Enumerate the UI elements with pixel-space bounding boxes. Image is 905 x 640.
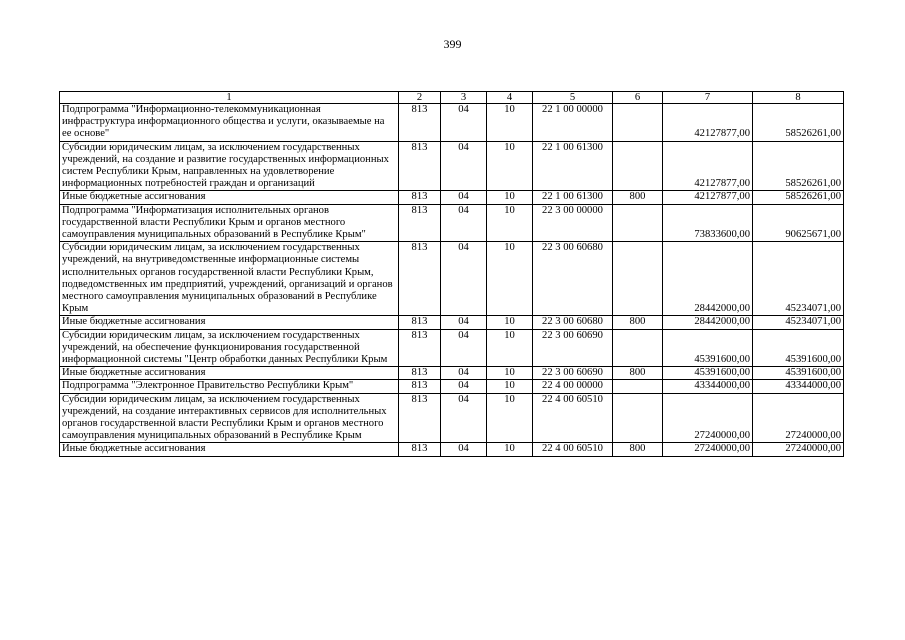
row-target-code-cell: 22 3 00 00000 [533, 204, 613, 242]
row-expense-type-cell [613, 242, 663, 316]
row-grbs-cell: 813 [399, 104, 441, 142]
table-row [60, 367, 844, 380]
row-expense-type-cell [613, 393, 663, 443]
row-name-cell: Подпрограмма "Информационно-телекоммуникационная инфраструктура информационного общества и услуги, оказываемые на ее основе" [60, 104, 399, 142]
row-amount-year2-cell: 43344000,00 [753, 380, 844, 393]
row-amount-year1-cell: 42127877,00 [663, 191, 753, 204]
row-amount-year1-cell: 73833600,00 [663, 204, 753, 242]
row-section-cell: 04 [441, 191, 487, 204]
table-row [60, 316, 844, 329]
column-header: 7 [663, 92, 753, 104]
row-amount-year2-cell: 27240000,00 [753, 393, 844, 443]
row-expense-type-cell [613, 329, 663, 367]
column-header: 5 [533, 92, 613, 104]
table-header-row [60, 92, 844, 104]
row-target-code-cell: 22 3 00 60680 [533, 242, 613, 316]
column-header: 6 [613, 92, 663, 104]
row-subsection-cell: 10 [487, 443, 533, 456]
column-header: 3 [441, 92, 487, 104]
row-amount-year1-cell: 45391600,00 [663, 329, 753, 367]
row-expense-type-cell [613, 204, 663, 242]
row-section-cell: 04 [441, 367, 487, 380]
row-amount-year2-cell: 90625671,00 [753, 204, 844, 242]
row-target-code-cell: 22 4 00 60510 [533, 393, 613, 443]
column-header: 4 [487, 92, 533, 104]
row-name-cell: Подпрограмма "Информатизация исполнительных органов государственной власти Республики Крым и органов местного самоуправления муниципальных образований в Республике Крым" [60, 204, 399, 242]
row-subsection-cell: 10 [487, 191, 533, 204]
row-section-cell: 04 [441, 329, 487, 367]
row-section-cell: 04 [441, 380, 487, 393]
row-amount-year1-cell: 28442000,00 [663, 242, 753, 316]
column-header: 8 [753, 92, 844, 104]
row-amount-year1-cell: 27240000,00 [663, 443, 753, 456]
page-number: 399 [443, 37, 462, 51]
row-expense-type-cell [613, 380, 663, 393]
table-row [60, 380, 844, 393]
row-amount-year2-cell: 27240000,00 [753, 443, 844, 456]
row-grbs-cell: 813 [399, 204, 441, 242]
row-name-cell: Субсидии юридическим лицам, за исключением государственных учреждений, на внутриведомственные информационные системы исполнительных органов государственной власти Республики Крым, подведомственных им предприятий, учреждений, организаций и органов местного самоуправления муниципальных образований в Республике Крым [60, 242, 399, 316]
row-name-cell: Субсидии юридическим лицам, за исключением государственных учреждений, на создание и развитие государственных информационных систем Республики Крым, направленных на удовлетворение информационных потребностей граждан и организаций [60, 141, 399, 191]
row-expense-type-cell: 800 [613, 367, 663, 380]
row-subsection-cell: 10 [487, 104, 533, 142]
row-name-cell: Иные бюджетные ассигнования [60, 191, 399, 204]
row-grbs-cell: 813 [399, 191, 441, 204]
row-section-cell: 04 [441, 443, 487, 456]
row-expense-type-cell [613, 104, 663, 142]
row-name-cell: Субсидии юридическим лицам, за исключением государственных учреждений, на создание интерактивных сервисов для исполнительных органов государственной власти Республики Крым и органов местного самоуправления муниципальных образований в Республике Крым [60, 393, 399, 443]
row-grbs-cell: 813 [399, 242, 441, 316]
row-section-cell: 04 [441, 393, 487, 443]
table-row [60, 393, 844, 443]
row-expense-type-cell: 800 [613, 443, 663, 456]
table-row [60, 329, 844, 367]
row-expense-type-cell: 800 [613, 191, 663, 204]
row-amount-year2-cell: 58526261,00 [753, 104, 844, 142]
row-subsection-cell: 10 [487, 242, 533, 316]
row-subsection-cell: 10 [487, 329, 533, 367]
row-name-cell: Подпрограмма "Электронное Правительство Республики Крым" [60, 380, 399, 393]
row-name-cell: Иные бюджетные ассигнования [60, 367, 399, 380]
table-row [60, 204, 844, 242]
row-amount-year2-cell: 58526261,00 [753, 191, 844, 204]
row-amount-year2-cell: 45391600,00 [753, 329, 844, 367]
row-target-code-cell: 22 3 00 60690 [533, 367, 613, 380]
table-row [60, 191, 844, 204]
row-grbs-cell: 813 [399, 367, 441, 380]
table-row [60, 242, 844, 316]
row-expense-type-cell: 800 [613, 316, 663, 329]
table-row [60, 141, 844, 191]
row-grbs-cell: 813 [399, 443, 441, 456]
row-grbs-cell: 813 [399, 141, 441, 191]
row-amount-year1-cell: 28442000,00 [663, 316, 753, 329]
row-subsection-cell: 10 [487, 393, 533, 443]
row-target-code-cell: 22 3 00 60680 [533, 316, 613, 329]
row-amount-year1-cell: 27240000,00 [663, 393, 753, 443]
row-section-cell: 04 [441, 141, 487, 191]
table-body [60, 92, 844, 457]
row-section-cell: 04 [441, 242, 487, 316]
row-target-code-cell: 22 4 00 60510 [533, 443, 613, 456]
row-grbs-cell: 813 [399, 380, 441, 393]
row-subsection-cell: 10 [487, 204, 533, 242]
row-amount-year1-cell: 42127877,00 [663, 141, 753, 191]
row-grbs-cell: 813 [399, 329, 441, 367]
row-section-cell: 04 [441, 316, 487, 329]
column-header: 1 [60, 92, 399, 104]
row-grbs-cell: 813 [399, 316, 441, 329]
row-name-cell: Иные бюджетные ассигнования [60, 316, 399, 329]
row-grbs-cell: 813 [399, 393, 441, 443]
budget-table [59, 91, 844, 457]
row-amount-year2-cell: 45234071,00 [753, 316, 844, 329]
table-row [60, 443, 844, 456]
row-amount-year2-cell: 58526261,00 [753, 141, 844, 191]
row-name-cell: Субсидии юридическим лицам, за исключением государственных учреждений, на обеспечение функционирования государственной информационной системы "Центр обработки данных Республики Крым [60, 329, 399, 367]
row-target-code-cell: 22 1 00 61300 [533, 191, 613, 204]
row-section-cell: 04 [441, 204, 487, 242]
row-amount-year1-cell: 45391600,00 [663, 367, 753, 380]
row-subsection-cell: 10 [487, 316, 533, 329]
column-header: 2 [399, 92, 441, 104]
row-amount-year1-cell: 42127877,00 [663, 104, 753, 142]
row-subsection-cell: 10 [487, 367, 533, 380]
row-subsection-cell: 10 [487, 141, 533, 191]
row-amount-year2-cell: 45391600,00 [753, 367, 844, 380]
table-row [60, 104, 844, 142]
row-amount-year2-cell: 45234071,00 [753, 242, 844, 316]
row-target-code-cell: 22 4 00 00000 [533, 380, 613, 393]
row-target-code-cell: 22 3 00 60690 [533, 329, 613, 367]
row-section-cell: 04 [441, 104, 487, 142]
row-target-code-cell: 22 1 00 00000 [533, 104, 613, 142]
row-amount-year1-cell: 43344000,00 [663, 380, 753, 393]
row-name-cell: Иные бюджетные ассигнования [60, 443, 399, 456]
row-expense-type-cell [613, 141, 663, 191]
row-subsection-cell: 10 [487, 380, 533, 393]
row-target-code-cell: 22 1 00 61300 [533, 141, 613, 191]
